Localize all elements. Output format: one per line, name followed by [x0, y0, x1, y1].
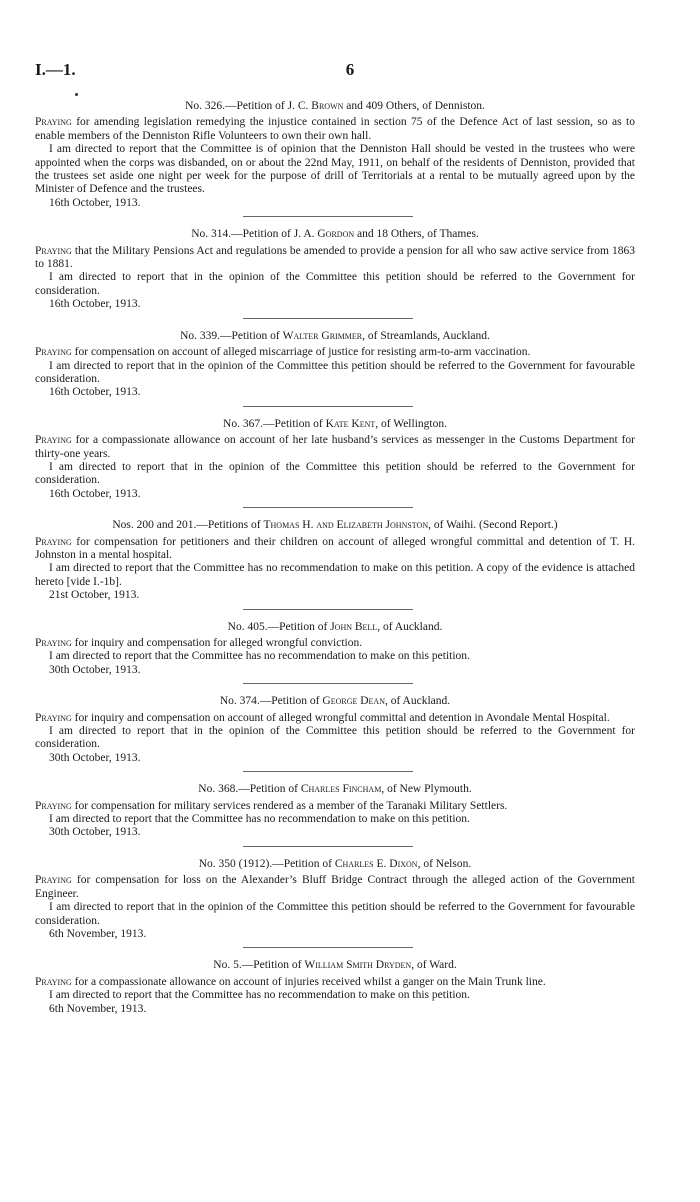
- petitioner-name: George Dean: [322, 695, 385, 708]
- petition-prayer: Praying for inquiry and compensation on account of alleged wrongful committal and detention in Avondale Mental Hospital.: [35, 711, 610, 724]
- section-divider: [243, 947, 413, 948]
- report-date: 16th October, 1913.: [49, 298, 141, 311]
- petition-prayer: Praying for a compassionate allowance on account of injuries received whilst a ganger on the Main Trunk line.: [35, 975, 546, 988]
- petition-entry: [35, 858, 635, 941]
- petitioner-name: Brown: [311, 100, 344, 112]
- section-divider: [243, 406, 413, 407]
- report-date: 16th October, 1913.: [49, 196, 141, 209]
- petition-entry: [35, 621, 635, 678]
- petition-entry: [35, 330, 635, 400]
- report-date: 16th October, 1913.: [49, 487, 141, 500]
- petition-title: No. 339.—Petition of Walter Grimmer, of Streamlands, Auckland.: [180, 329, 490, 342]
- committee-report: I am directed to report that in the opinion of the Committee this petition should be referred to the Government for consideration.: [35, 271, 635, 297]
- committee-report: I am directed to report that the Committee is of opinion that the Denniston Hall should be vested in the trustees who were appointed when the corps was disbanded, on or about the 22nd May, 1911, on behalf of the residents of Denniston, provided that the trustees set aside one night per week for the purpose of drill of Territorials at a rental to be mutually agreed upon by the Minister of Defence and the trustees.: [35, 143, 635, 196]
- section-divider: [243, 683, 413, 684]
- petitioner-name: Gordon: [317, 228, 355, 241]
- petition-entry: [35, 228, 635, 311]
- report-date: 30th October, 1913.: [49, 751, 141, 764]
- section-divider: [243, 846, 413, 847]
- petition-prayer: Praying for amending legislation remedying the injustice contained in section 75 of the Defence Act of last session, so as to enable members of the Denniston Rifle Volunteers to own their own hall.: [35, 116, 635, 142]
- petition-title: Nos. 200 and 201.—Petitions of Thomas H. and Elizabeth Johnston, of Waihi. (Second Report.): [112, 519, 558, 532]
- section-divider: [243, 507, 413, 508]
- committee-report: I am directed to report that the Committee has no recommendation to make on this petition.: [49, 813, 470, 826]
- petition-prayer: Praying for a compassionate allowance on account of her late husband’s services as messenger in the Customs Department for thirty-one years.: [35, 434, 635, 460]
- petition-prayer: Praying that the Military Pensions Act and regulations be amended to provide a pension for all who saw active service from 1863 to 1881.: [35, 244, 635, 271]
- section-divider: [243, 609, 413, 610]
- section-divider: [243, 771, 413, 772]
- committee-report: I am directed to report that the Committee has no recommendation to make on this petition.: [49, 650, 470, 663]
- document-reference: I.—1.: [35, 60, 76, 79]
- page-number: 6: [345, 60, 355, 79]
- petition-title: No. 368.—Petition of Charles Fincham, of New Plymouth.: [198, 783, 472, 796]
- petition-title: No. 405.—Petition of John Bell, of Auckland.: [227, 620, 443, 633]
- petitioner-name: Walter Grimmer: [282, 329, 363, 342]
- petition-title: No. 5.—Petition of William Smith Dryden, of Ward.: [213, 959, 457, 972]
- petition-entry: [35, 418, 635, 501]
- page-header: [0, 60, 700, 84]
- petition-title: No. 374.—Petition of George Dean, of Auckland.: [219, 695, 451, 708]
- section-divider: [243, 216, 413, 217]
- committee-report: I am directed to report that in the opinion of the Committee this petition should be referred to the Government for favourable consideration.: [35, 359, 635, 385]
- report-date: 16th October, 1913.: [49, 386, 141, 399]
- petition-prayer: Praying for inquiry and compensation for alleged wrongful conviction.: [35, 637, 363, 649]
- petitioner-name: Charles E. Dixon: [334, 857, 418, 870]
- petition-title: No. 350 (1912).—Petition of Charles E. Dixon, of Nelson.: [198, 857, 472, 870]
- petition-prayer: Praying for compensation for military services rendered as a member of the Taranaki Military Settlers.: [35, 799, 508, 812]
- committee-report: I am directed to report that in the opinion of the Committee this petition should be referred to the Government for favourable consideration.: [35, 901, 635, 927]
- petition-title: No. 314.—Petition of J. A. Gordon and 18 Others, of Thames.: [191, 228, 479, 241]
- petition-prayer: Praying for compensation for loss on the Alexander’s Bluff Bridge Contract through the alleged action of the Government Engineer.: [35, 874, 635, 900]
- section-divider: [243, 318, 413, 319]
- petitioner-name: Charles Fincham: [300, 783, 382, 796]
- petitioner-name: Thomas H. and Elizabeth Johnston: [263, 519, 429, 532]
- print-speck: [75, 93, 78, 96]
- petition-title: No. 367.—Petition of Kate Kent, of Wellington.: [223, 417, 447, 430]
- report-date: 6th November, 1913.: [49, 927, 147, 940]
- petitions-list: [35, 100, 635, 1016]
- report-date: 6th November, 1913.: [49, 1002, 147, 1015]
- committee-report: I am directed to report that the Committee has no recommendation to make on this petition. A copy of the evidence is attached hereto [vide I.-1b].: [35, 562, 635, 588]
- report-date: 30th October, 1913.: [49, 826, 141, 839]
- committee-report: I am directed to report that in the opinion of the Committee this petition should be referred to the Government for consideration.: [35, 460, 635, 487]
- report-date: 21st October, 1913.: [49, 589, 140, 602]
- petition-entry: [35, 959, 635, 1016]
- petition-title: No. 326.—Petition of J. C. Brown and 409 Others, of Denniston.: [185, 100, 485, 112]
- report-date: 30th October, 1913.: [49, 663, 141, 676]
- petition-entry: [35, 695, 635, 765]
- petitioner-name: Kate Kent: [325, 417, 376, 430]
- committee-report: I am directed to report that the Committee has no recommendation to make on this petition.: [49, 989, 470, 1002]
- petition-entry: [35, 783, 635, 840]
- petition-prayer: Praying for compensation for petitioners and their children on account of alleged wrongful committal and detention of T. H. Johnston in a mental hospital.: [35, 535, 635, 561]
- petitioner-name: William Smith Dryden: [304, 959, 412, 972]
- petition-entry: [35, 519, 635, 602]
- petition-prayer: Praying for compensation on account of alleged miscarriage of justice for resisting arm-to-arm vaccination.: [35, 346, 531, 359]
- committee-report: I am directed to report that in the opinion of the Committee this petition should be referred to the Government for consideration.: [35, 725, 635, 751]
- petition-entry: [35, 100, 635, 210]
- petitioner-name: John Bell: [330, 620, 378, 633]
